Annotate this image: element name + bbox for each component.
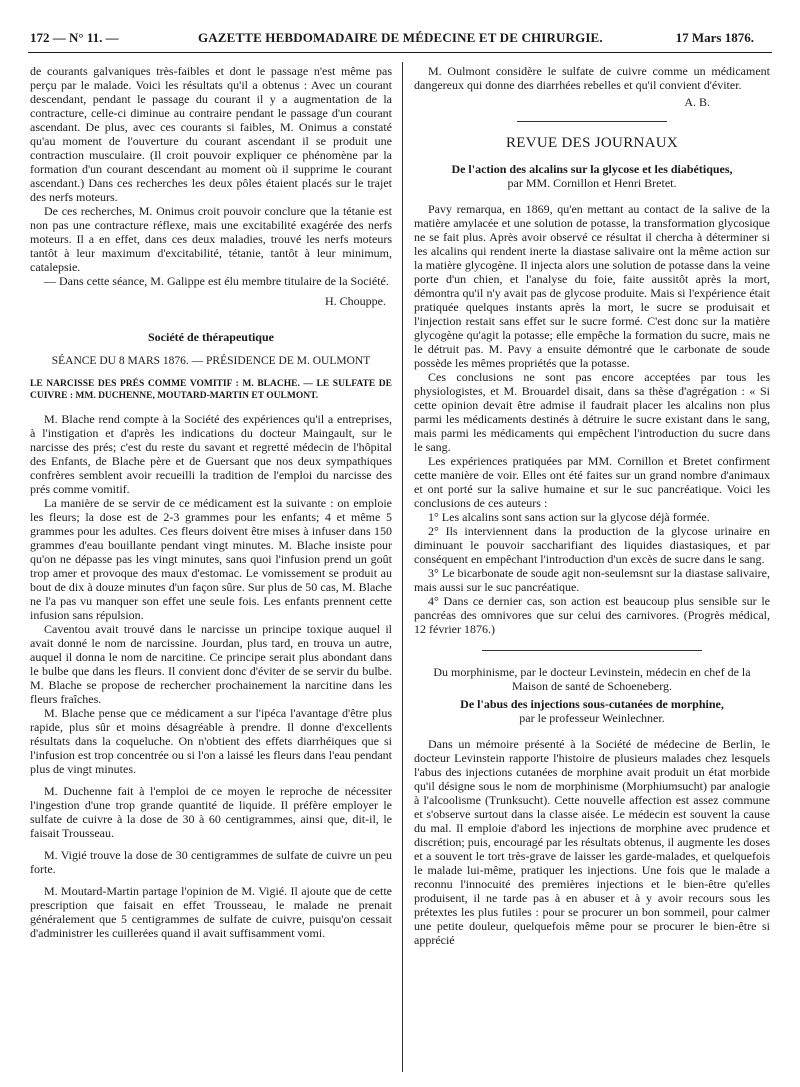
page-number: 172 — N° 11. —: [30, 30, 119, 45]
list-item: 1° Les alcalins sont sans action sur la glycose déjà formée.: [428, 510, 710, 524]
column-divider: [402, 62, 403, 1072]
article-authors: par le professeur Weinlechner.: [519, 711, 665, 725]
divider: [517, 121, 667, 122]
article-authors: par MM. Cornillon et Henri Bretet.: [507, 176, 677, 190]
article-title: Du morphinisme, par le docteur Levinstein, médecin en chef de la Maison de santé de Schoeneberg.: [433, 665, 751, 693]
article-title-text: De l'abus des injections sous-cutanées de morphine,: [460, 697, 724, 711]
paragraph: de courants galvaniques très-faibles et dont le passage n'est même pas perçu par le malade. Voici les résultats qu'il a obtenus : Avec un courant descendant, pendant le passage du courant il y a augmentation de la contracture, celle-ci diminue au contraire pendant le passage d'un courant ascendant. De plus, avec ces courants si faibles, M. Onimus a constaté qu'au moment de l'ouverture du courant ascendant il se produit une contraction musculaire. (Il croit pouvoir expliquer ce phénomène par la formation d'un courant descendant au moment où il supprime le courant ascendant.) Dans ces recherches les deux pôles étaient placés sur le trajet des nerfs moteurs.: [30, 64, 392, 204]
paragraph: M. Duchenne fait à l'emploi de ce moyen le reproche de nécessiter l'ingestion d'une trop grande quantité de liquide. Il préfère employer le sulfate de cuivre à la dose de 30 à 60 centigrammes, ainsi que, dit-il, le faisait Trousseau.: [30, 784, 392, 840]
paragraph: M. Oulmont considère le sulfate de cuivre comme un médicament dangereux qui donne des diarrhées rebelles et qu'il convient d'éviter.: [414, 64, 770, 92]
topics-line: LE NARCISSE DES PRÉS COMME VOMITIF : M. BLACHE. — LE SULFATE DE CUIVRE : MM. DUCHENNE, MOUTARD-MARTIN ET OULMONT.: [30, 379, 392, 401]
paragraph: Les expériences pratiquées par MM. Cornillon et Bretet confirment cette manière de voir. Elles ont été faites sur un grand nombre d'animaux et ont porté sur la salive humaine et sur le suc pancréatique. Voici les conclusions de ces auteurs :: [414, 454, 770, 510]
article-title-text: De l'action des alcalins sur la glycose et les diabétiques,: [451, 162, 733, 176]
paragraph: Pavy remarqua, en 1869, qu'en mettant au contact de la salive de la matière amylacée et une solution de potasse, la transformation glycosique ne se fait plus. Après avoir observé ce résultat il chercha à déterminer si les alcalins qui rendent inerte la diastase salivaire ont la même action sur la matière glycogène. Il injecta alors une solution de potasse dans la veine porte d'un chien, et l'analyse du foie, faite aussitôt après la mort, démontra qu'il n'y avait pas de glycose produite. Mais si l'expérience était pratiquée quelques instants après la mort, le sucre se produisait et l'injection restait sans effet sur le sucre formé. C'est donc sur la matière glycogène qu'agit la potasse; elle empêche la formation du sucre, mais ne le détruit pas. M. Pavy a ensuite démontré que le carbonate de soude possède les mêmes propriétés que la potasse.: [414, 202, 770, 370]
section-title: REVUE DES JOURNAUX: [505, 135, 679, 151]
header-rule: [28, 52, 772, 53]
section-title: Société de thérapeutique: [148, 330, 274, 344]
right-column: [414, 64, 770, 947]
divider: [482, 650, 702, 651]
paragraph: Ces conclusions ne sont pas encore acceptées par tous les physiologistes, et M. Brouardel disait, dans sa thèse d'agrégation : « Si cette opinion devait être admise il faudrait placer les alcalins non plus parmi les médicaments destinés à détruire le sucre existant dans le sang, mais parmi les médicaments qui empêchent l'introduction du sucre dans le sang.: [414, 370, 770, 454]
signature: A. B.: [684, 95, 710, 109]
conclusions-list: [414, 510, 770, 636]
session-line: SÉANCE DU 8 MARS 1876. — PRÉSIDENCE DE M. OULMONT: [51, 355, 371, 367]
paragraph: M. Blache rend compte à la Société des expériences qu'il a entreprises, à l'instigation et d'après les indications du docteur Maingault, sur le narcisse des prés; c'est du reste du savant et regretté médecin de l'hôpital des Enfants, de Blache père et de Guersant que nos deux sympathiques confrères semblent avoir recueilli la tradition de l'emploi du narcisse des prés comme vomitif.: [30, 412, 392, 496]
list-item: 2° Ils interviennent dans la production de la glycose urinaire en diminuant le pouvoir saccharifiant des liquides diastasiques, et par conséquent en empêchant l'introduction d'un excès de sucre dans le sang.: [414, 524, 770, 566]
paragraph: M. Blache pense que ce médicament a sur l'ipéca l'avantage d'être plus rapide, plus sûr et moins désagréable à prendre. Il donne d'excellents résultats dans la coqueluche. On n'obtient des effets diarrhéiques que si l'infusion est trop concentrée ou si l'on a laissé les fleurs dans l'eau pendant plus de vingt minutes.: [30, 706, 392, 776]
page-header: [28, 30, 772, 48]
paragraph: Caventou avait trouvé dans le narcisse un principe toxique auquel il avait donné le nom de narcissine. Jourdan, plus tard, en trouva un autre, auquel il donna le nom de narcitine. Ce principe serait plus abondant dans le bulbe que dans les fleurs. Il convient donc d'éviter de se servir du bulbe. M. Blache se propose de rechercher prochainement la narcitine dans les fleurs fraîches.: [30, 622, 392, 706]
article-title: [414, 697, 770, 725]
paragraph: De ces recherches, M. Onimus croit pouvoir conclure que la tétanie est non pas une contracture réflexe, mais une excitabilité exagérée des nerfs moteurs. Il a en effet, dans ces deux maladies, trouvé les nerfs moteurs tantôt à leur maximum d'excitabilité, tétanie, tantôt à leur minimum, catalepsie.: [30, 204, 392, 274]
paragraph: M. Vigié trouve la dose de 30 centigrammes de sulfate de cuivre un peu forte.: [30, 848, 392, 876]
signature: H. Chouppe.: [325, 294, 386, 308]
list-item: 4° Dans ce dernier cas, son action est beaucoup plus sensible sur le pancréas des omnivores que sur celui des carnivores. (Progrès médical, 12 février 1876.): [414, 594, 770, 636]
paragraph: Dans un mémoire présenté à la Société de médecine de Berlin, le docteur Levinstein rapporte l'histoire de plusieurs malades chez lesquels l'abus des injections cutanées de morphine avait produit un état morbide qu'il désigne sous le nom de morphinisme (Morphiumsucht) par analogie à l'alcoolisme (Trunksucht). Cette nouvelle affection est assez commune et s'observe surtout dans la classe aisée. Le médecin est souvent la cause du mal. Il emploie d'abord les injections de morphine avec prudence et discrétion; puis, encouragé par les résultats obtenus, il augmente les doses et a souvent le tort très-grave de laisser les garde-malades, et quelquefois le malade lui-même, pratiquer les injections. Une fois que le malade a reconnu l'innocuité des premières injections et le bien-être qu'elles produisent, il ne tarde pas à en abuser et à y avoir recours sous les prétextes les plus futiles : pour se procurer un bon sommeil, pour calmer une petite douleur, quelquefois même pour se procurer le bien-être si apprécié: [414, 737, 770, 947]
issue-date: 17 Mars 1876.: [675, 30, 754, 45]
paragraph: M. Moutard-Martin partage l'opinion de M. Vigié. Il ajoute que de cette prescription que faisait en effet Trousseau, le malade ne prenait généralement que 5 centigrammes de sulfate de cuivre, puisqu'on cessait d'administrer les cuillerées quand il avait suffisamment vomi.: [30, 884, 392, 940]
paragraph: La manière de se servir de ce médicament est la suivante : on emploie les fleurs; la dose est de 2-3 grammes pour les enfants; 4 et même 5 grammes pour les adultes. Ces fleurs doivent être mises à infuser dans 150 grammes d'eau bouillante pendant vingt minutes. M. Blache insiste pour qu'on ne dépasse pas les vingt minutes, sans quoi l'infusion prend un goût trop amer et provoque des maux d'estomac. Le vomissement se produit au bout de dix à douze minutes d'un façon sûre. Sur plus de 50 cas, M. Blache ne l'a pas vu manquer son effet une seule fois. Les enfants prennent cette infusion sans répulsion.: [30, 496, 392, 622]
article-title: [414, 162, 770, 190]
list-item: 3° Le bicarbonate de soude agit non-seulemsnt sur la diastase salivaire, mais aussi sur le suc pancréatique.: [414, 566, 770, 594]
journal-title: GAZETTE HEBDOMADAIRE DE MÉDECINE ET DE CHIRURGIE.: [198, 30, 603, 45]
paragraph: — Dans cette séance, M. Galippe est élu membre titulaire de la Société.: [44, 274, 389, 288]
left-column: [30, 64, 392, 940]
